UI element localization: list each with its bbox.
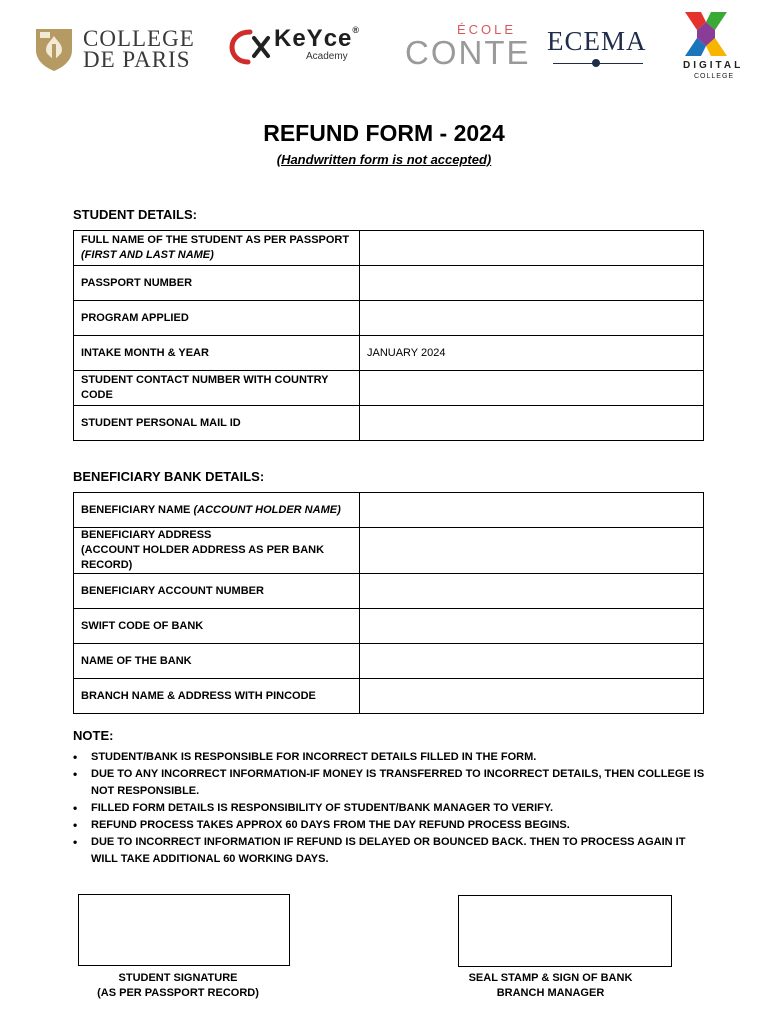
college-de-paris-line1: COLLEGE <box>83 26 195 51</box>
student-signature-label <box>78 971 278 1001</box>
intake-month-year-field[interactable]: JANUARY 2024 <box>360 336 704 371</box>
keyce-name: KeYce <box>274 25 353 52</box>
contact-number-field[interactable] <box>360 371 704 406</box>
beneficiary-address-field[interactable] <box>360 528 704 574</box>
row-label <box>74 528 360 574</box>
table-row <box>74 609 704 644</box>
page-subtitle <box>0 152 768 167</box>
keyce-registered-mark: ® <box>352 25 361 35</box>
row-label: INTAKE MONTH & YEAR <box>74 336 360 371</box>
bank-details-heading: BENEFICIARY BANK DETAILS: <box>73 469 265 484</box>
college-de-paris-crest-icon <box>33 26 75 72</box>
keyce-swoosh-icon <box>228 26 276 66</box>
table-row <box>74 493 704 528</box>
row-label: PROGRAM APPLIED <box>74 301 360 336</box>
row-label-line2: (ACCOUNT HOLDER ADDRESS AS PER BANK RECORD) <box>81 544 325 571</box>
bank-seal-box[interactable] <box>458 895 672 967</box>
table-row <box>74 528 704 574</box>
student-signature-box[interactable] <box>78 894 290 966</box>
bank-seal-line2: BRANCH MANAGER <box>496 987 605 999</box>
digital-college-mark-icon <box>683 10 729 58</box>
ecole-conte-top: ÉCOLE <box>457 22 517 37</box>
table-row <box>74 644 704 679</box>
table-row <box>74 371 704 406</box>
page-title: REFUND FORM - 2024 <box>263 120 505 146</box>
beneficiary-name-field[interactable] <box>360 493 704 528</box>
ecole-conte-logo <box>403 22 531 72</box>
ecema-name: ECEMA <box>547 26 647 56</box>
personal-mail-field[interactable] <box>360 406 704 441</box>
row-label: STUDENT PERSONAL MAIL ID <box>74 406 360 441</box>
row-label-note: (ACCOUNT HOLDER NAME) <box>193 503 341 516</box>
table-row <box>74 336 704 371</box>
passport-number-field[interactable] <box>360 266 704 301</box>
row-label-text: BENEFICIARY ADDRESS <box>81 529 212 541</box>
account-number-field[interactable] <box>360 574 704 609</box>
row-label: SWIFT CODE OF BANK <box>74 609 360 644</box>
college-de-paris-line2: DE PARIS <box>83 47 191 72</box>
row-label-note: (FIRST AND LAST NAME) <box>81 249 214 261</box>
note-list <box>73 749 713 868</box>
keyce-logo <box>228 24 388 68</box>
list-item: • DUE TO INCORRECT INFORMATION IF REFUND IS DELAYED OR BOUNCED BACK. THEN TO PROCESS AGAIN IT WILL TAKE ADDITIONAL 60 WORKING DAYS. <box>73 834 713 868</box>
row-label: NAME OF THE BANK <box>74 644 360 679</box>
row-label <box>74 231 360 266</box>
bank-name-field[interactable] <box>360 644 704 679</box>
college-de-paris-logo <box>33 24 205 74</box>
page-subtitle-text: (Handwritten form is not accepted) <box>276 152 492 167</box>
digital-college-logo <box>672 10 742 82</box>
branch-address-field[interactable] <box>360 679 704 714</box>
list-item: • REFUND PROCESS TAKES APPROX 60 DAYS FROM THE DAY REFUND PROCESS BEGINS. <box>73 817 713 834</box>
swift-code-field[interactable] <box>360 609 704 644</box>
table-row <box>74 574 704 609</box>
table-row <box>74 406 704 441</box>
note-heading: NOTE: <box>73 728 114 743</box>
list-item: • FILLED FORM DETAILS IS RESPONSIBILITY OF STUDENT/BANK MANAGER TO VERIFY. <box>73 800 713 817</box>
table-row <box>74 679 704 714</box>
table-row <box>74 266 704 301</box>
list-item: • STUDENT/BANK IS RESPONSIBLE FOR INCORRECT DETAILS FILLED IN THE FORM. <box>73 749 713 766</box>
digital-college-line2: COLLEGE <box>694 73 735 80</box>
row-label: STUDENT CONTACT NUMBER WITH COUNTRY CODE <box>74 371 360 406</box>
row-label-text: FULL NAME OF THE STUDENT AS PER PASSPORT <box>81 234 350 246</box>
full-name-field[interactable] <box>360 231 704 266</box>
student-signature-line1: STUDENT SIGNATURE <box>118 972 238 984</box>
bank-seal-label <box>448 971 653 1001</box>
row-label: BRANCH NAME & ADDRESS WITH PINCODE <box>74 679 360 714</box>
program-applied-field[interactable] <box>360 301 704 336</box>
table-row <box>74 231 704 266</box>
row-label-text: BENEFICIARY NAME <box>81 503 191 516</box>
ecema-dot-icon <box>592 59 600 67</box>
row-label: BENEFICIARY ACCOUNT NUMBER <box>74 574 360 609</box>
student-signature-line2: (AS PER PASSPORT RECORD) <box>97 987 259 999</box>
ecole-conte-main: CONTE <box>405 34 531 71</box>
student-details-heading: STUDENT DETAILS: <box>73 207 197 222</box>
bank-details-table <box>73 492 704 714</box>
keyce-sub: Academy <box>306 51 348 62</box>
digital-college-line1: DIGITAL <box>683 60 744 71</box>
list-item: • DUE TO ANY INCORRECT INFORMATION-IF MONEY IS TRANSFERRED TO INCORRECT DETAILS, THEN COLLEGE IS NOT RESPONSIBLE. <box>73 766 713 800</box>
table-row <box>74 301 704 336</box>
row-label <box>74 493 360 528</box>
row-label: PASSPORT NUMBER <box>74 266 360 301</box>
bank-seal-line1: SEAL STAMP & SIGN OF BANK <box>468 972 633 984</box>
ecema-logo <box>545 26 650 70</box>
student-details-table <box>73 230 704 441</box>
